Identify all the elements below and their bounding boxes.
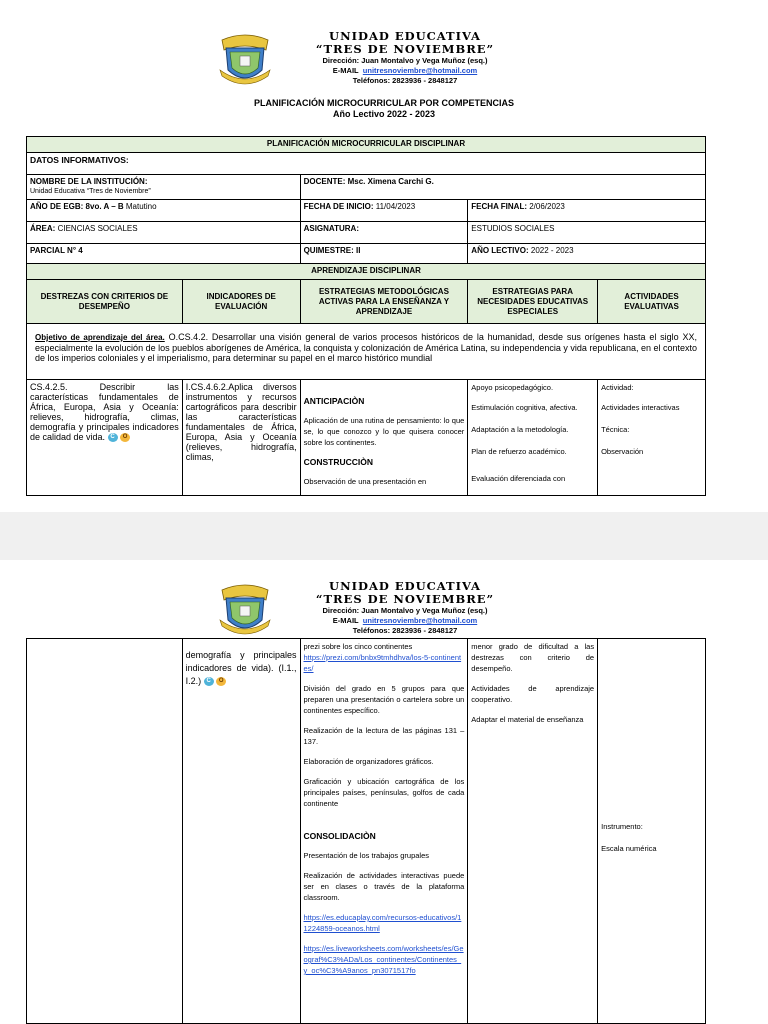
school-phones: Teléfonos: 2823936 - 2848127 bbox=[352, 626, 458, 635]
nee-item: Evaluación diferenciada con bbox=[471, 474, 566, 483]
school-name-line2: “TRES DE NOVIEMBRE” bbox=[315, 592, 495, 606]
act-item: Observación bbox=[601, 447, 644, 456]
egb-value: Matutino bbox=[125, 202, 157, 211]
objetivo-cell bbox=[27, 324, 706, 380]
educaplay-link[interactable]: https://es.educaplay.com/recursos-educativos/11224859-oceanos.html bbox=[303, 913, 462, 933]
anticipacion-text: Aplicación de una rutina de pensamiento: lo que se, lo que conozco y lo que quisera conocer sobre los continentes. bbox=[303, 416, 465, 447]
school-crest-icon bbox=[216, 30, 274, 88]
consolidacion-heading: CONSOLIDACIÒN bbox=[303, 831, 376, 841]
school-email-link[interactable]: unitresnoviembre@hotmail.com bbox=[362, 66, 478, 75]
badge-c-icon: C bbox=[204, 677, 214, 686]
school-crest-icon bbox=[216, 580, 274, 638]
datos-informativos: DATOS INFORMATIVOS: bbox=[27, 153, 706, 175]
area-value: CIENCIAS SOCIALES bbox=[57, 224, 138, 233]
col-estrategias: ESTRATEGIAS METODOLÓGICAS ACTIVAS PARA LA ENSEÑANZA Y APRENDIZAJE bbox=[300, 280, 468, 324]
strategy-item: Realización de la lectura de las páginas 131 – 137. bbox=[303, 726, 465, 746]
consol-item: Realización de actividades interactivas puede ser en clases o través de la plataforma classroom. bbox=[303, 871, 465, 902]
strategy-item: Graficación y ubicación cartográfica de los principales países, penínsulas, golfos de cada continente bbox=[303, 777, 465, 808]
indicador-text-p2: demografía y principales indicadores de vida). (I.1., I.2.) bbox=[185, 650, 297, 686]
nee-item: Adaptar el material de enseñanza bbox=[471, 715, 584, 724]
estrategias-cell-p1 bbox=[300, 380, 468, 496]
liveworksheets-link[interactable]: https://es.liveworksheets.com/worksheets/es/Geograf%C3%ADa/Los_continentes/Continentes_y_oc%C3%A9anos_pn3071517fo bbox=[303, 944, 464, 975]
strategy-item: Elaboración de organizadores gráficos. bbox=[303, 757, 434, 766]
school-name-line2: “TRES DE NOVIEMBRE” bbox=[315, 42, 495, 56]
page-2 bbox=[0, 560, 768, 1024]
estrategias-cell-p2 bbox=[300, 639, 468, 1024]
institution-label: NOMBRE DE LA INSTITUCIÓN: bbox=[30, 177, 148, 186]
quimestre-cell: QUIMESTRE: II bbox=[300, 244, 468, 264]
objetivo-label: Objetivo de aprendizaje del área. bbox=[35, 333, 165, 342]
badge-c-icon: C bbox=[108, 433, 118, 442]
table-header: PLANIFICACIÓN MICROCURRICULAR DISCIPLINAR bbox=[27, 137, 706, 153]
planning-table-continued bbox=[26, 638, 706, 1024]
school-email-link[interactable]: unitresnoviembre@hotmail.com bbox=[362, 616, 478, 625]
end-date-label: FECHA FINAL: bbox=[471, 202, 527, 211]
end-date-cell bbox=[468, 200, 706, 222]
col-nee: ESTRATEGIAS PARA NECESIDADES EDUCATIVAS ESPECIALES bbox=[468, 280, 598, 324]
nee-item: Plan de refuerzo académico. bbox=[471, 447, 567, 456]
act-item: Actividad: bbox=[601, 383, 634, 392]
school-address: Dirección: Juan Montalvo y Vega Muñoz (esq.) bbox=[322, 606, 488, 615]
nee-item: Actividades de aprendizaje cooperativo. bbox=[471, 684, 595, 704]
school-email-row bbox=[290, 66, 520, 76]
act-item: Escala numérica bbox=[601, 844, 657, 853]
prezi-link[interactable]: https://prezi.com/bnbx9tmhdhva/los-5-continentes/ bbox=[303, 653, 462, 673]
school-year-label: AÑO LECTIVO: bbox=[471, 246, 529, 255]
anticipacion-heading: ANTICIPACIÒN bbox=[303, 396, 365, 406]
school-year-value: 2022 - 2023 bbox=[530, 246, 574, 255]
nee-item: Estimulación cognitiva, afectiva. bbox=[471, 403, 578, 412]
act-item: Instrumento: bbox=[601, 822, 643, 831]
teacher-value: Msc. Ximena Carchi G. bbox=[347, 177, 434, 186]
construccion-text-p1: Observación de una presentación en bbox=[303, 477, 427, 486]
construccion-heading: CONSTRUCCIÒN bbox=[303, 457, 373, 467]
destreza-cell bbox=[27, 380, 183, 496]
document-year: Año Lectivo 2022 - 2023 bbox=[332, 109, 436, 119]
egb-label: AÑO DE EGB: 8vo. A – B bbox=[30, 202, 124, 211]
actividades-cell-p2 bbox=[598, 639, 706, 1024]
institution-cell bbox=[27, 175, 301, 200]
start-date-label: FECHA DE INICIO: bbox=[303, 202, 374, 211]
egb-cell bbox=[27, 200, 301, 222]
nee-cell-p2 bbox=[468, 639, 598, 1024]
nee-cell-p1 bbox=[468, 380, 598, 496]
indicador-cell-p1: I.CS.4.6.2.Aplica diversos instrumentos y recursos cartográficos para describir las características fundamentales de África, Europa, Asia y Oceanía (relieves, hidrografía, climas, bbox=[182, 380, 300, 496]
consol-item: Presentación de los trabajos grupales bbox=[303, 851, 429, 860]
area-cell bbox=[27, 222, 301, 244]
area-label: ÁREA: bbox=[30, 224, 56, 233]
school-header bbox=[0, 26, 768, 104]
email-label: E-MAIL bbox=[332, 66, 359, 75]
parcial-cell: PARCIAL N° 4 bbox=[27, 244, 301, 264]
planning-table bbox=[26, 136, 706, 496]
school-year-cell bbox=[468, 244, 706, 264]
col-actividades: ACTIVIDADES EVALUATIVAS bbox=[598, 280, 706, 324]
start-date-cell bbox=[300, 200, 468, 222]
school-address: Dirección: Juan Montalvo y Vega Muñoz (esq.) bbox=[322, 56, 488, 65]
school-phones: Teléfonos: 2823936 - 2848127 bbox=[352, 76, 458, 85]
end-date-value: 2/06/2023 bbox=[529, 202, 565, 211]
act-item: Actividades interactivas bbox=[601, 403, 680, 412]
teacher-label: DOCENTE: bbox=[303, 177, 346, 186]
strategy-item: División del grado en 5 grupos para que preparen una presentación o cartelera sobre un continentes específico. bbox=[303, 684, 465, 715]
subject-label: ASIGNATURA: bbox=[300, 222, 468, 244]
email-label: E-MAIL bbox=[332, 616, 359, 625]
school-email-row bbox=[290, 616, 520, 626]
col-indicadores: INDICADORES DE EVALUACIÓN bbox=[182, 280, 300, 324]
school-info bbox=[290, 30, 520, 86]
col-destrezas: DESTREZAS CON CRITERIOS DE DESEMPEÑO bbox=[27, 280, 183, 324]
badge-o-icon: O bbox=[216, 677, 226, 686]
actividades-cell-p1 bbox=[598, 380, 706, 496]
nee-item: menor grado de dificultad a las destrezas con criterio de desempeño. bbox=[471, 642, 595, 673]
badge-o-icon: O bbox=[120, 433, 130, 442]
act-item: Técnica: bbox=[601, 425, 630, 434]
construccion-text-p2: prezi sobre los cinco continentes bbox=[303, 642, 413, 651]
nee-item: Adaptación a la metodología. bbox=[471, 425, 569, 434]
institution-value: Unidad Educativa “Tres de Noviembre” bbox=[30, 188, 151, 195]
teacher-cell bbox=[300, 175, 705, 200]
destreza-cell-p2 bbox=[27, 639, 183, 1024]
page-gap bbox=[0, 512, 768, 560]
nee-item: Apoyo psicopedagógico. bbox=[471, 383, 554, 392]
destreza-text: CS.4.2.5. Describir las características fundamentales de África, Europa, Asia y Oceanía: relieves, hidrografía, climas, demografía y principales indicadores de calidad de vida. bbox=[30, 382, 179, 442]
start-date-value: 11/04/2023 bbox=[375, 202, 416, 211]
document-title: PLANIFICACIÓN MICROCURRICULAR POR COMPETENCIAS bbox=[254, 98, 514, 108]
indicador-cell-p2 bbox=[182, 639, 300, 1024]
school-info bbox=[290, 580, 520, 636]
objetivo-text: O.CS.4.2. Desarrollar una visión general de varios procesos históricos de la humanidad, desde sus orígenes hasta el siglo XX, especialmente la evolución de los pueblos aborígenes de América, la conquista y colonización de América Latina, su independencia y vida republicana, en el contexto de los imperios coloniales y el imperialismo, para determinar su papel en el marco histórico mundial bbox=[35, 332, 697, 363]
subject-value: ESTUDIOS SOCIALES bbox=[468, 222, 706, 244]
school-name-line1: UNIDAD EDUCATIVA bbox=[329, 29, 481, 43]
school-name-line1: UNIDAD EDUCATIVA bbox=[329, 579, 481, 593]
aprendizaje-header: APRENDIZAJE DISCIPLINAR bbox=[27, 264, 706, 280]
